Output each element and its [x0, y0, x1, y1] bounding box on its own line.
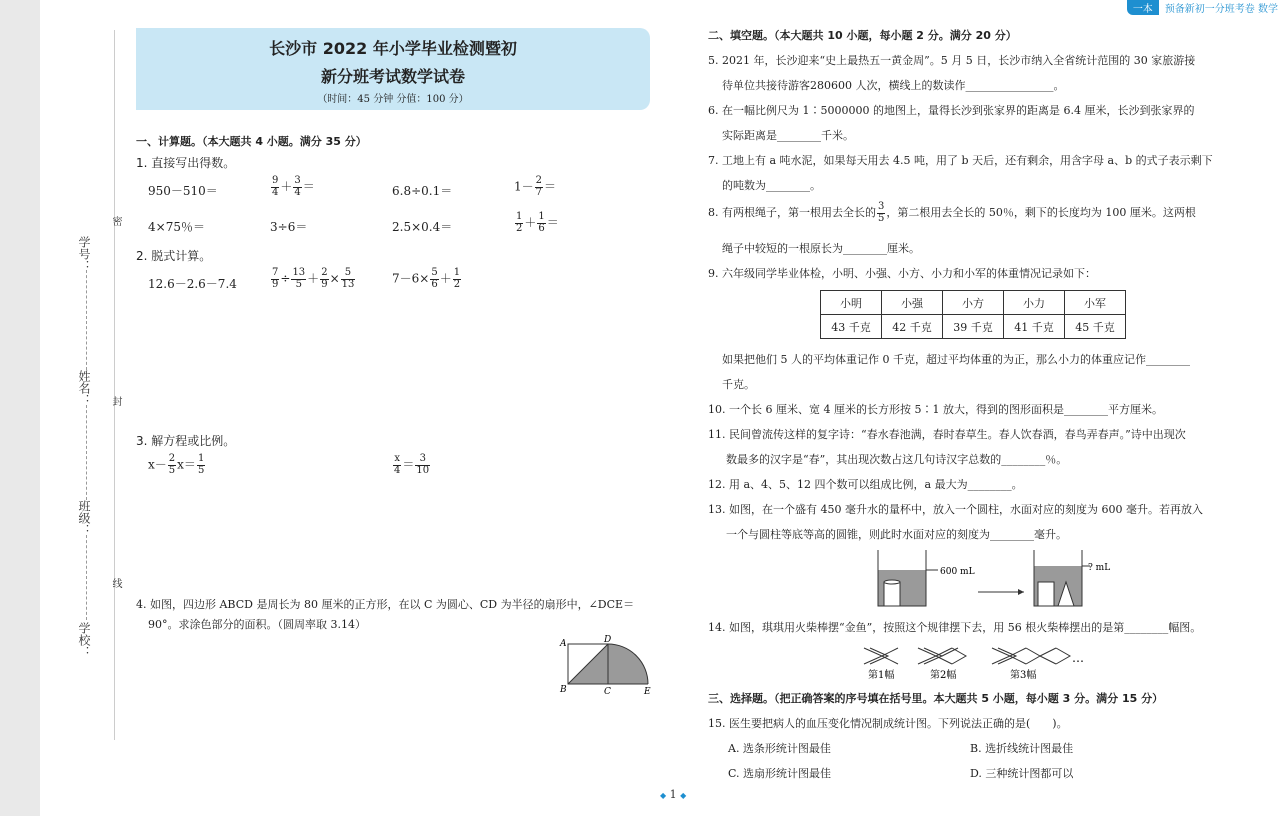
q6-line2: 实际距离是________千米。: [722, 129, 854, 142]
q9-line2: 如果把他们 5 人的平均体重记作 0 千克，超过平均体重的为正，那么小力的体重应记作________: [722, 353, 1190, 366]
q13-line1: 13. 如图，在一个盛有 450 毫升水的量杯中，放入一个圆柱，水面对应的刻度为 600 毫升。若再放入: [708, 503, 1203, 516]
q10: 10. 一个长 6 厘米、宽 4 厘米的长方形按 5∶1 放大，得到的图形面积是________平方厘米。: [708, 403, 1163, 416]
q14: 14. 如图，琪琪用火柴棒摆“金鱼”，按照这个规律摆下去，用 56 根火柴棒摆出的是第________幅图。: [708, 621, 1202, 634]
fish-2: [918, 648, 966, 664]
q15-stem: 15. 医生要把病人的血压变化情况制成统计图。下列说法正确的是( )。: [708, 717, 1068, 730]
header-badge: [1127, 0, 1278, 14]
q1-b: $\frac{9}{4}$ ＋ $\frac{3}{4}$ ＝: [272, 175, 315, 198]
q1-f: 3÷6＝: [270, 220, 308, 234]
q5-line2: 待单位共接待游客280600 人次，横线上的数读作________________。: [722, 79, 1065, 92]
fish-3: [992, 648, 1070, 664]
q4-line2: 90°。求涂色部分的面积。（圆周率取 3.14）: [148, 618, 366, 631]
cylinder-2: [1038, 582, 1054, 606]
title-meta: （时间：45 分钟 分值：100 分）: [317, 94, 469, 105]
table-cell: 小强: [882, 291, 943, 315]
header-badge-text: 预备新初一分班考卷 数学: [1164, 3, 1278, 15]
q1-a: 950－510＝: [148, 184, 218, 198]
table-cell: 小军: [1065, 291, 1126, 315]
q13-figure: [874, 548, 1111, 610]
table-cell: 43 千克: [821, 315, 882, 339]
label-e: E: [644, 687, 651, 697]
student-id-blank: [86, 270, 87, 370]
footer-diamond-right-icon: ◆: [680, 791, 687, 800]
q4-line1: 4. 如图，四边形 ABCD 是周长为 80 厘米的正方形，在以 C 为圆心、CD 为半径的扇形中，∠DCE＝: [136, 598, 635, 611]
q15-option-c: C. 选扇形统计图最佳: [728, 767, 832, 780]
section3-heading: 三、选择题。（把正确答案的序号填在括号里。本大题共 5 小题，每小题 3 分。满分 15 分）: [708, 692, 1164, 705]
arrow-head: [1018, 589, 1024, 595]
table-cell: 45 千克: [1065, 315, 1126, 339]
header-badge-tag: 一本: [1127, 0, 1159, 15]
school-label: 学校：: [77, 622, 91, 658]
q13-line2: 一个与圆柱等底等高的圆锥，则此时水面对应的刻度为________毫升。: [726, 528, 1067, 541]
table-cell: 小方: [943, 291, 1004, 315]
q3-b: $\frac{x}{4}$ ＝ $\frac{3}{10}$: [394, 453, 430, 476]
q8-line1: 8. 有两根绳子，第一根用去全长的 $\frac{3}{5}$ ，第二根用去全长的 50％，剩下的长度均为 100 厘米。这两根: [708, 201, 1196, 224]
q15-option-b: B. 选折线统计图最佳: [970, 742, 1074, 755]
q15-option-d: D. 三种统计图都可以: [970, 767, 1074, 780]
label-b: B: [560, 685, 567, 695]
q2-a: 12.6－2.6－7.4: [148, 277, 237, 291]
table-cell: 41 千克: [1004, 315, 1065, 339]
q3-stem: 3. 解方程或比例。: [136, 434, 236, 448]
q4-figure: [556, 634, 656, 696]
q9-weight-table: [820, 290, 1126, 339]
table-cell: 42 千克: [882, 315, 943, 339]
q14-caption-3: 第3幅: [1010, 670, 1037, 681]
name-blank: [86, 405, 87, 500]
binding-line: [114, 30, 115, 740]
page-footer: [660, 788, 686, 801]
label-d: D: [604, 635, 612, 645]
q11-line2: 数最多的汉字是“春”，其出现次数占这几句诗汉字总数的________％。: [726, 453, 1068, 466]
section1-heading: 一、计算题。（本大题共 4 小题。满分 35 分）: [136, 135, 367, 148]
q2-b: $\frac{7}{9}$ ÷ $\frac{13}{5}$ ＋ $\frac{2}{9}$ × $\frac{5}{13}$: [272, 267, 355, 290]
exam-page: [40, 0, 1278, 816]
q7-line2: 的吨数为________。: [722, 179, 821, 192]
footer-diamond-left-icon: ◆: [660, 791, 667, 800]
q1-c: 6.8÷0.1＝: [392, 184, 453, 198]
title-box: [136, 28, 650, 110]
class-blank: [86, 535, 87, 620]
q1-g: 2.5×0.4＝: [392, 220, 453, 234]
q3-a: x－ $\frac{2}{5}$ x＝ $\frac{1}{5}$: [148, 453, 205, 476]
table-row: [821, 291, 1126, 315]
shaded-sector: [608, 644, 648, 684]
q1-d: 1－ $\frac{2}{7}$ ＝: [514, 175, 557, 198]
q1-stem: 1. 直接写出得数。: [136, 156, 236, 170]
level-label-1: 600 mL: [940, 567, 975, 577]
q1-e: 4×75％＝: [148, 220, 205, 234]
title-line2: 新分班考试数学试卷: [320, 67, 465, 86]
level-label-2: ? mL: [1088, 563, 1111, 573]
fish-1: [864, 648, 898, 664]
name-label: 姓名：: [77, 370, 91, 406]
q5-line1: 5. 2021 年，长沙迎来“史上最热五一黄金周”。5 月 5 日，长沙市纳入全省统计范围的 30 家旅游接: [708, 54, 1196, 67]
cylinder-1: [884, 582, 900, 606]
section2-heading: 二、填空题。（本大题共 10 小题，每小题 2 分。满分 20 分）: [708, 29, 1017, 42]
label-c: C: [604, 687, 611, 697]
q2-c: 7－6× $\frac{5}{6}$ ＋ $\frac{1}{2}$: [392, 267, 461, 290]
label-a: A: [560, 639, 567, 649]
q14-caption-1: 第1幅: [868, 670, 895, 681]
cylinder-top: [884, 580, 900, 584]
q8-line2: 绳子中较短的一根原长为________厘米。: [722, 242, 920, 255]
q11-line1: 11. 民间曾流传这样的复字诗：“春水春池满，春时春草生。春人饮春酒，春鸟弄春声。”诗中出现次: [708, 428, 1186, 441]
q12: 12. 用 a、4、5、12 四个数可以组成比例，a 最大为________。: [708, 478, 1023, 491]
page-number: 1: [669, 788, 677, 801]
q9-stem: 9. 六年级同学毕业体检，小明、小强、小方、小力和小军的体重情况记录如下：: [708, 267, 1096, 280]
q14-figure: [858, 640, 1098, 682]
q7-line1: 7. 工地上有 a 吨水泥，如果每天用去 4.5 吨，用了 b 天后，还有剩余，用含字母 a、b 的式子表示剩下: [708, 154, 1213, 167]
class-label: 班级：: [77, 500, 91, 536]
student-id-label: 学号：: [77, 236, 91, 272]
seal-feng: 封: [110, 396, 121, 406]
q2-stem: 2. 脱式计算。: [136, 249, 212, 263]
q15-option-a: A. 选条形统计图最佳: [728, 742, 831, 755]
seal-mi: 密: [110, 216, 121, 226]
q9-line3: 千克。: [722, 378, 755, 391]
table-row: [821, 315, 1126, 339]
q14-dots: …: [1072, 651, 1084, 665]
q14-caption-2: 第2幅: [930, 670, 957, 681]
q1-h: $\frac{1}{2}$ ＋ $\frac{1}{6}$ ＝: [516, 211, 559, 234]
table-cell: 39 千克: [943, 315, 1004, 339]
title-line1: 长沙市 2022 年小学毕业检测暨初: [269, 39, 517, 58]
table-cell: 小力: [1004, 291, 1065, 315]
q6-line1: 6. 在一幅比例尺为 1∶5000000 的地图上，量得长沙到张家界的距离是 6.4 厘米，长沙到张家界的: [708, 104, 1195, 117]
seal-xian: 线: [110, 578, 121, 588]
table-cell: 小明: [821, 291, 882, 315]
